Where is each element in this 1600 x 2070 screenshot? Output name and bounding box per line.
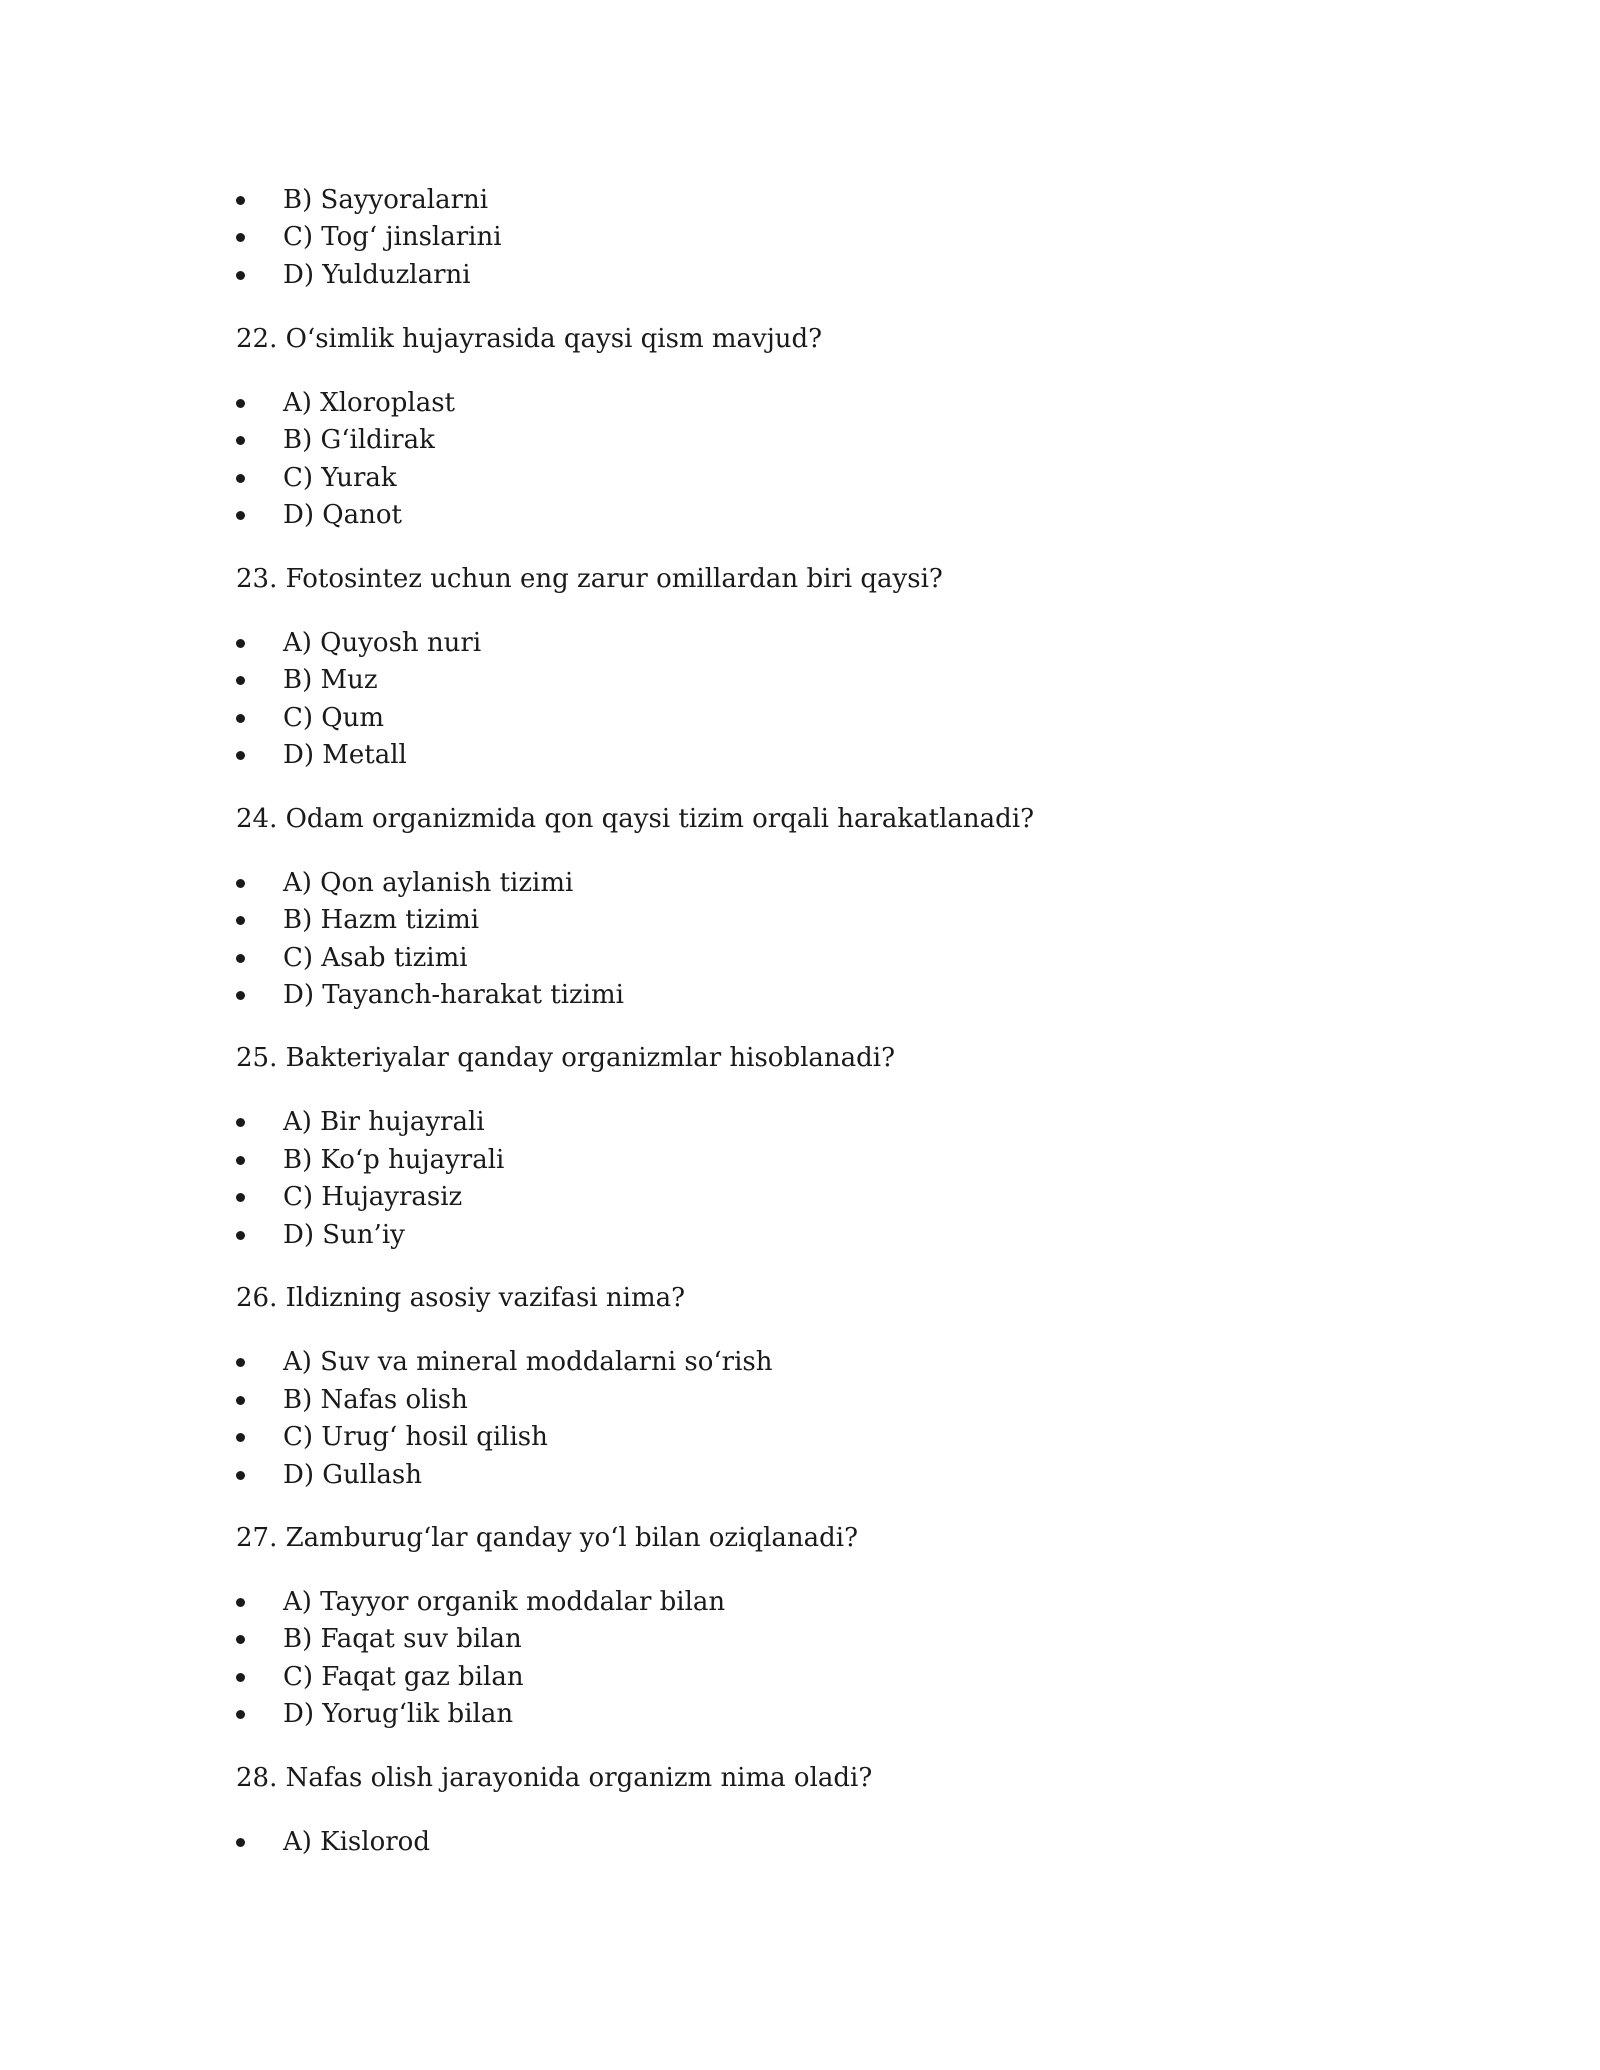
- answer-option: [236, 499, 402, 531]
- bullet-icon: [236, 399, 245, 408]
- answer-option-label: D) Tayanch-harakat tizimi: [283, 980, 624, 1010]
- answer-option: [236, 1623, 522, 1655]
- answer-option-label: C) Qum: [283, 703, 385, 733]
- answer-option: [236, 259, 471, 291]
- bullet-icon: [236, 1710, 245, 1719]
- bullet-icon: [236, 639, 245, 648]
- question-title: 22. O‘simlik hujayrasida qaysi qism mavjud?: [236, 324, 823, 354]
- answer-option-label: C) Hujayrasiz: [283, 1182, 463, 1212]
- answer-option-label: C) Yurak: [283, 463, 397, 493]
- answer-option: [236, 739, 407, 771]
- bullet-icon: [236, 1838, 245, 1847]
- answer-option: [236, 1181, 462, 1213]
- answer-option: [236, 184, 488, 216]
- answer-option-label: D) Gullash: [283, 1460, 422, 1490]
- answer-option-label: A) Bir hujayrali: [283, 1107, 485, 1137]
- bullet-icon: [236, 879, 245, 888]
- bullet-icon: [236, 1156, 245, 1165]
- answer-option: [236, 1459, 422, 1491]
- answer-option-label: D) Yulduzlarni: [283, 260, 471, 290]
- answer-option-label: B) Muz: [283, 665, 378, 695]
- question-title: 25. Bakteriyalar qanday organizmlar hisoblanadi?: [236, 1043, 896, 1073]
- bullet-icon: [236, 676, 245, 685]
- answer-option: [236, 1219, 405, 1251]
- bullet-icon: [236, 1396, 245, 1405]
- bullet-icon: [236, 954, 245, 963]
- answer-option-label: C) Asab tizimi: [283, 943, 468, 973]
- answer-option: [236, 1586, 725, 1618]
- answer-option: [236, 1698, 513, 1730]
- bullet-icon: [236, 1673, 245, 1682]
- answer-option-label: D) Sun’iy: [283, 1220, 405, 1250]
- answer-option-label: D) Yorug‘lik bilan: [283, 1699, 514, 1729]
- answer-option-label: B) Faqat suv bilan: [283, 1624, 522, 1654]
- answer-option: [236, 1144, 504, 1176]
- bullet-icon: [236, 233, 245, 242]
- question-title: 23. Fotosintez uchun eng zarur omillardan biri qaysi?: [236, 564, 943, 594]
- question-title: 24. Odam organizmida qon qaysi tizim orqali harakatlanadi?: [236, 804, 1035, 834]
- bullet-icon: [236, 916, 245, 925]
- answer-option: [236, 424, 435, 456]
- bullet-icon: [236, 1231, 245, 1240]
- answer-option: [236, 867, 573, 899]
- answer-option-label: B) G‘ildirak: [283, 425, 435, 455]
- answer-option: [236, 1106, 485, 1138]
- question-title: 27. Zamburug‘lar qanday yo‘l bilan oziqlanadi?: [236, 1523, 859, 1553]
- bullet-icon: [236, 1118, 245, 1127]
- answer-option: [236, 1421, 548, 1453]
- bullet-icon: [236, 474, 245, 483]
- answer-option-label: C) Urug‘ hosil qilish: [283, 1422, 548, 1452]
- bullet-icon: [236, 751, 245, 760]
- answer-option: [236, 702, 384, 734]
- answer-option-label: A) Suv va mineral moddalarni so‘rish: [283, 1347, 773, 1377]
- bullet-icon: [236, 1358, 245, 1367]
- answer-option: [236, 462, 397, 494]
- answer-option-label: B) Hazm tizimi: [283, 905, 480, 935]
- question-title: 28. Nafas olish jarayonida organizm nima oladi?: [236, 1763, 873, 1793]
- bullet-icon: [236, 1193, 245, 1202]
- answer-option-label: C) Tog‘ jinslarini: [283, 222, 502, 252]
- answer-option-label: D) Qanot: [283, 500, 402, 530]
- bullet-icon: [236, 436, 245, 445]
- bullet-icon: [236, 511, 245, 520]
- answer-option-label: B) Sayyoralarni: [283, 185, 489, 215]
- answer-option-label: A) Quyosh nuri: [283, 628, 482, 658]
- answer-option: [236, 627, 481, 659]
- answer-option-label: B) Nafas olish: [283, 1385, 468, 1415]
- answer-option-label: B) Ko‘p hujayrali: [283, 1145, 505, 1175]
- bullet-icon: [236, 1433, 245, 1442]
- bullet-icon: [236, 1635, 245, 1644]
- question-title: 26. Ildizning asosiy vazifasi nima?: [236, 1283, 686, 1313]
- answer-option: [236, 979, 624, 1011]
- bullet-icon: [236, 1471, 245, 1480]
- answer-option: [236, 1384, 468, 1416]
- answer-option: [236, 664, 378, 696]
- bullet-icon: [236, 714, 245, 723]
- answer-option-label: A) Tayyor organik moddalar bilan: [283, 1587, 726, 1617]
- answer-option-label: A) Qon aylanish tizimi: [283, 868, 574, 898]
- bullet-icon: [236, 196, 245, 205]
- answer-option-label: C) Faqat gaz bilan: [283, 1662, 524, 1692]
- answer-option: [236, 1826, 430, 1858]
- answer-option: [236, 1346, 773, 1378]
- answer-option-label: D) Metall: [283, 740, 407, 770]
- answer-option-label: A) Xloroplast: [283, 388, 455, 418]
- answer-option: [236, 387, 455, 419]
- bullet-icon: [236, 991, 245, 1000]
- bullet-icon: [236, 271, 245, 280]
- answer-option: [236, 221, 502, 253]
- answer-option: [236, 942, 468, 974]
- answer-option: [236, 1661, 524, 1693]
- answer-option-label: A) Kislorod: [283, 1827, 430, 1857]
- bullet-icon: [236, 1598, 245, 1607]
- answer-option: [236, 904, 479, 936]
